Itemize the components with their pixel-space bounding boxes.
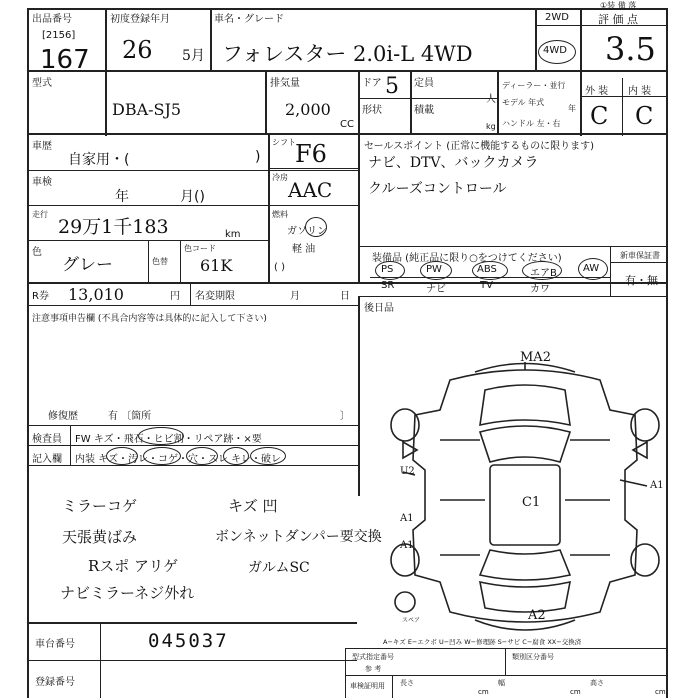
color-change-label: 色替 xyxy=(152,257,168,266)
year-unit: 年 xyxy=(568,104,576,113)
comment-2: キズ 凹 xyxy=(228,497,278,515)
comment-4: ボンネットダンパー要交換 xyxy=(215,529,382,545)
interior-grade: C xyxy=(635,102,654,130)
door-label: ドア xyxy=(362,78,382,89)
mileage-value: 29万1千183 xyxy=(58,216,169,238)
sales-point-label: セールスポイント (正常に機能するものに限ります) xyxy=(364,141,595,152)
notes-label: 注意事項申告欄 (不具合内容等は具体的に記入して下さい) xyxy=(32,314,267,324)
type-label: 型式 xyxy=(32,78,52,89)
fuel-diesel: 軽 油 xyxy=(292,244,316,255)
inspection-month-unit: 月() xyxy=(180,189,205,205)
recycle-value: 13,010 xyxy=(68,285,124,304)
drive-4wd: 4WD xyxy=(543,45,567,56)
mileage-label: 走行 xyxy=(32,210,48,219)
equip-ps: PS xyxy=(381,264,394,275)
first-reg-year: 26 xyxy=(122,36,153,64)
drive-2wd: 2WD xyxy=(545,12,569,23)
repair-history-label: 修復歴 xyxy=(48,411,78,422)
km-unit: km xyxy=(225,229,241,240)
handle-label: ハンドル 左・右 xyxy=(502,119,561,128)
lot-sub-number: [2156] xyxy=(42,30,76,41)
equip-aw: AW xyxy=(583,263,600,274)
history-label: 車歴 xyxy=(32,141,52,152)
history-close: ) xyxy=(255,149,261,165)
name-change-day: 日 xyxy=(340,291,350,302)
sales-point-line1: ナビ、DTV、バックカメラ xyxy=(368,155,539,171)
comment-1: ミラーコゲ xyxy=(62,497,138,515)
width-unit: cm xyxy=(570,688,581,696)
damage-mark-left-3: A1 xyxy=(400,540,414,551)
damage-mark-center: C1 xyxy=(522,495,541,510)
damage-legend: A−キズ E−エクボ U−凹み W−修理跡 S−サビ C−腐食 XX−交換済 xyxy=(383,638,582,646)
exterior-label: 外 装 xyxy=(585,86,609,97)
repair-history-close: 〕 xyxy=(340,411,350,422)
shift-value: F6 xyxy=(295,140,327,168)
sales-point-line2: クルーズコントロール xyxy=(368,181,507,197)
color-label: 色 xyxy=(32,247,42,258)
recycle-label: R券 xyxy=(32,291,49,302)
spare-label: スペア xyxy=(402,617,421,624)
model-cert-label: 型式指定番号 xyxy=(352,653,394,661)
color-code-label: 色コード xyxy=(184,244,216,253)
fuel-gasoline: ガソリン xyxy=(287,226,327,237)
lot-number: 167 xyxy=(40,45,90,75)
lot-label: 出品番号 xyxy=(32,14,72,25)
color-value: グレー xyxy=(62,255,113,275)
length-unit: cm xyxy=(478,688,489,696)
load-unit: kg xyxy=(486,122,496,131)
load-label: 積載 xyxy=(414,105,434,116)
car-name-value: フォレスター 2.0i-L 4WD xyxy=(222,42,473,66)
warranty-value: 有・無 xyxy=(625,274,658,287)
chassis-number: 045037 xyxy=(148,630,229,652)
inspector-interior-codes: 内装 キズ・汚レ・コゲ・穴・スレ キレ・破レ xyxy=(75,454,282,465)
equip-navi: ナビ xyxy=(426,284,446,295)
shape-label: 形状 xyxy=(362,105,382,116)
model-year-label: モデル 年式 xyxy=(502,98,545,107)
color-code-value: 61K xyxy=(200,256,233,275)
comment-5: Rスポ アリゲ xyxy=(88,557,179,575)
damage-mark-bottom: A2 xyxy=(528,608,546,623)
score-label: 評 価 点 xyxy=(598,13,638,26)
seats-label: 定員 xyxy=(414,78,434,89)
length-label: 長さ xyxy=(400,679,414,687)
equip-pw: PW xyxy=(426,264,442,275)
first-reg-month: 5月 xyxy=(182,48,205,64)
interior-label: 内 装 xyxy=(628,86,652,97)
model-ref-label: 参 考 xyxy=(365,665,382,673)
score-value: 3.5 xyxy=(605,30,656,68)
equipment-label: 装備品 (純正品に限り○をつけてください) xyxy=(372,253,562,264)
comment-7: ナビミラーネジ外れ xyxy=(60,584,195,602)
name-change-label: 名変期限 xyxy=(195,291,235,302)
inspector-label: 検査員 xyxy=(32,434,62,445)
shift-label: シフト xyxy=(272,138,296,147)
height-label: 高さ xyxy=(590,679,604,687)
height-unit: cm xyxy=(655,688,666,696)
comment-6: ガルムSC xyxy=(248,560,310,576)
history-value: 自家用・( xyxy=(68,152,130,168)
comment-3: 天張黄ばみ xyxy=(62,528,138,546)
damage-mark-right: A1 xyxy=(650,480,664,491)
chassis-label: 車台番号 xyxy=(35,639,75,650)
registration-label: 登録番号 xyxy=(35,677,75,688)
car-name-label: 車名・グレード xyxy=(214,14,284,25)
equip-sr: SR xyxy=(381,280,395,291)
warranty-label: 新車保証書 xyxy=(620,251,660,260)
later-items-label: 後日品 xyxy=(364,303,394,314)
category-label: 類別区分番号 xyxy=(512,653,554,661)
type-value: DBA-SJ5 xyxy=(112,100,182,119)
equip-airbag: エアB xyxy=(530,268,557,279)
damage-mark-top: MA2 xyxy=(520,350,551,365)
first-reg-label: 初度登録年月 xyxy=(110,14,170,25)
aircon-value: AAC xyxy=(288,178,333,202)
door-value: 5 xyxy=(385,74,399,99)
equip-tv: TV xyxy=(480,280,493,291)
damage-mark-left-1: U2 xyxy=(400,466,415,477)
width-label: 幅 xyxy=(498,679,505,687)
equip-leather: カワ xyxy=(530,284,550,295)
exterior-grade: C xyxy=(590,102,609,130)
cert-label: 車検証明用 xyxy=(350,682,385,690)
entry-label: 記入欄 xyxy=(32,454,62,465)
recycle-unit: 円 xyxy=(170,291,180,302)
inspection-year-unit: 年 xyxy=(115,189,129,205)
displacement-label: 排気量 xyxy=(270,78,300,89)
damage-mark-left-2: A1 xyxy=(400,513,414,524)
inspector-exterior-codes: FW キズ・飛石・ヒビ割・リペア跡・×要 xyxy=(75,434,262,445)
aircon-label: 冷房 xyxy=(272,173,288,182)
fuel-label: 燃料 xyxy=(272,210,288,219)
seats-unit: 人 xyxy=(486,94,496,105)
inspection-label: 車検 xyxy=(32,177,52,188)
equipment-missing-mark: ①装 備 落 xyxy=(600,1,637,10)
equip-abs: ABS xyxy=(477,264,497,275)
fuel-other: ( ) xyxy=(274,262,285,273)
repair-history-value: 有 〔箇所 xyxy=(108,411,152,422)
dealer-label: ディーラー・並行 xyxy=(502,81,566,90)
cc-unit: CC xyxy=(340,119,354,130)
name-change-month: 月 xyxy=(290,291,300,302)
displacement-value: 2,000 xyxy=(285,100,331,119)
